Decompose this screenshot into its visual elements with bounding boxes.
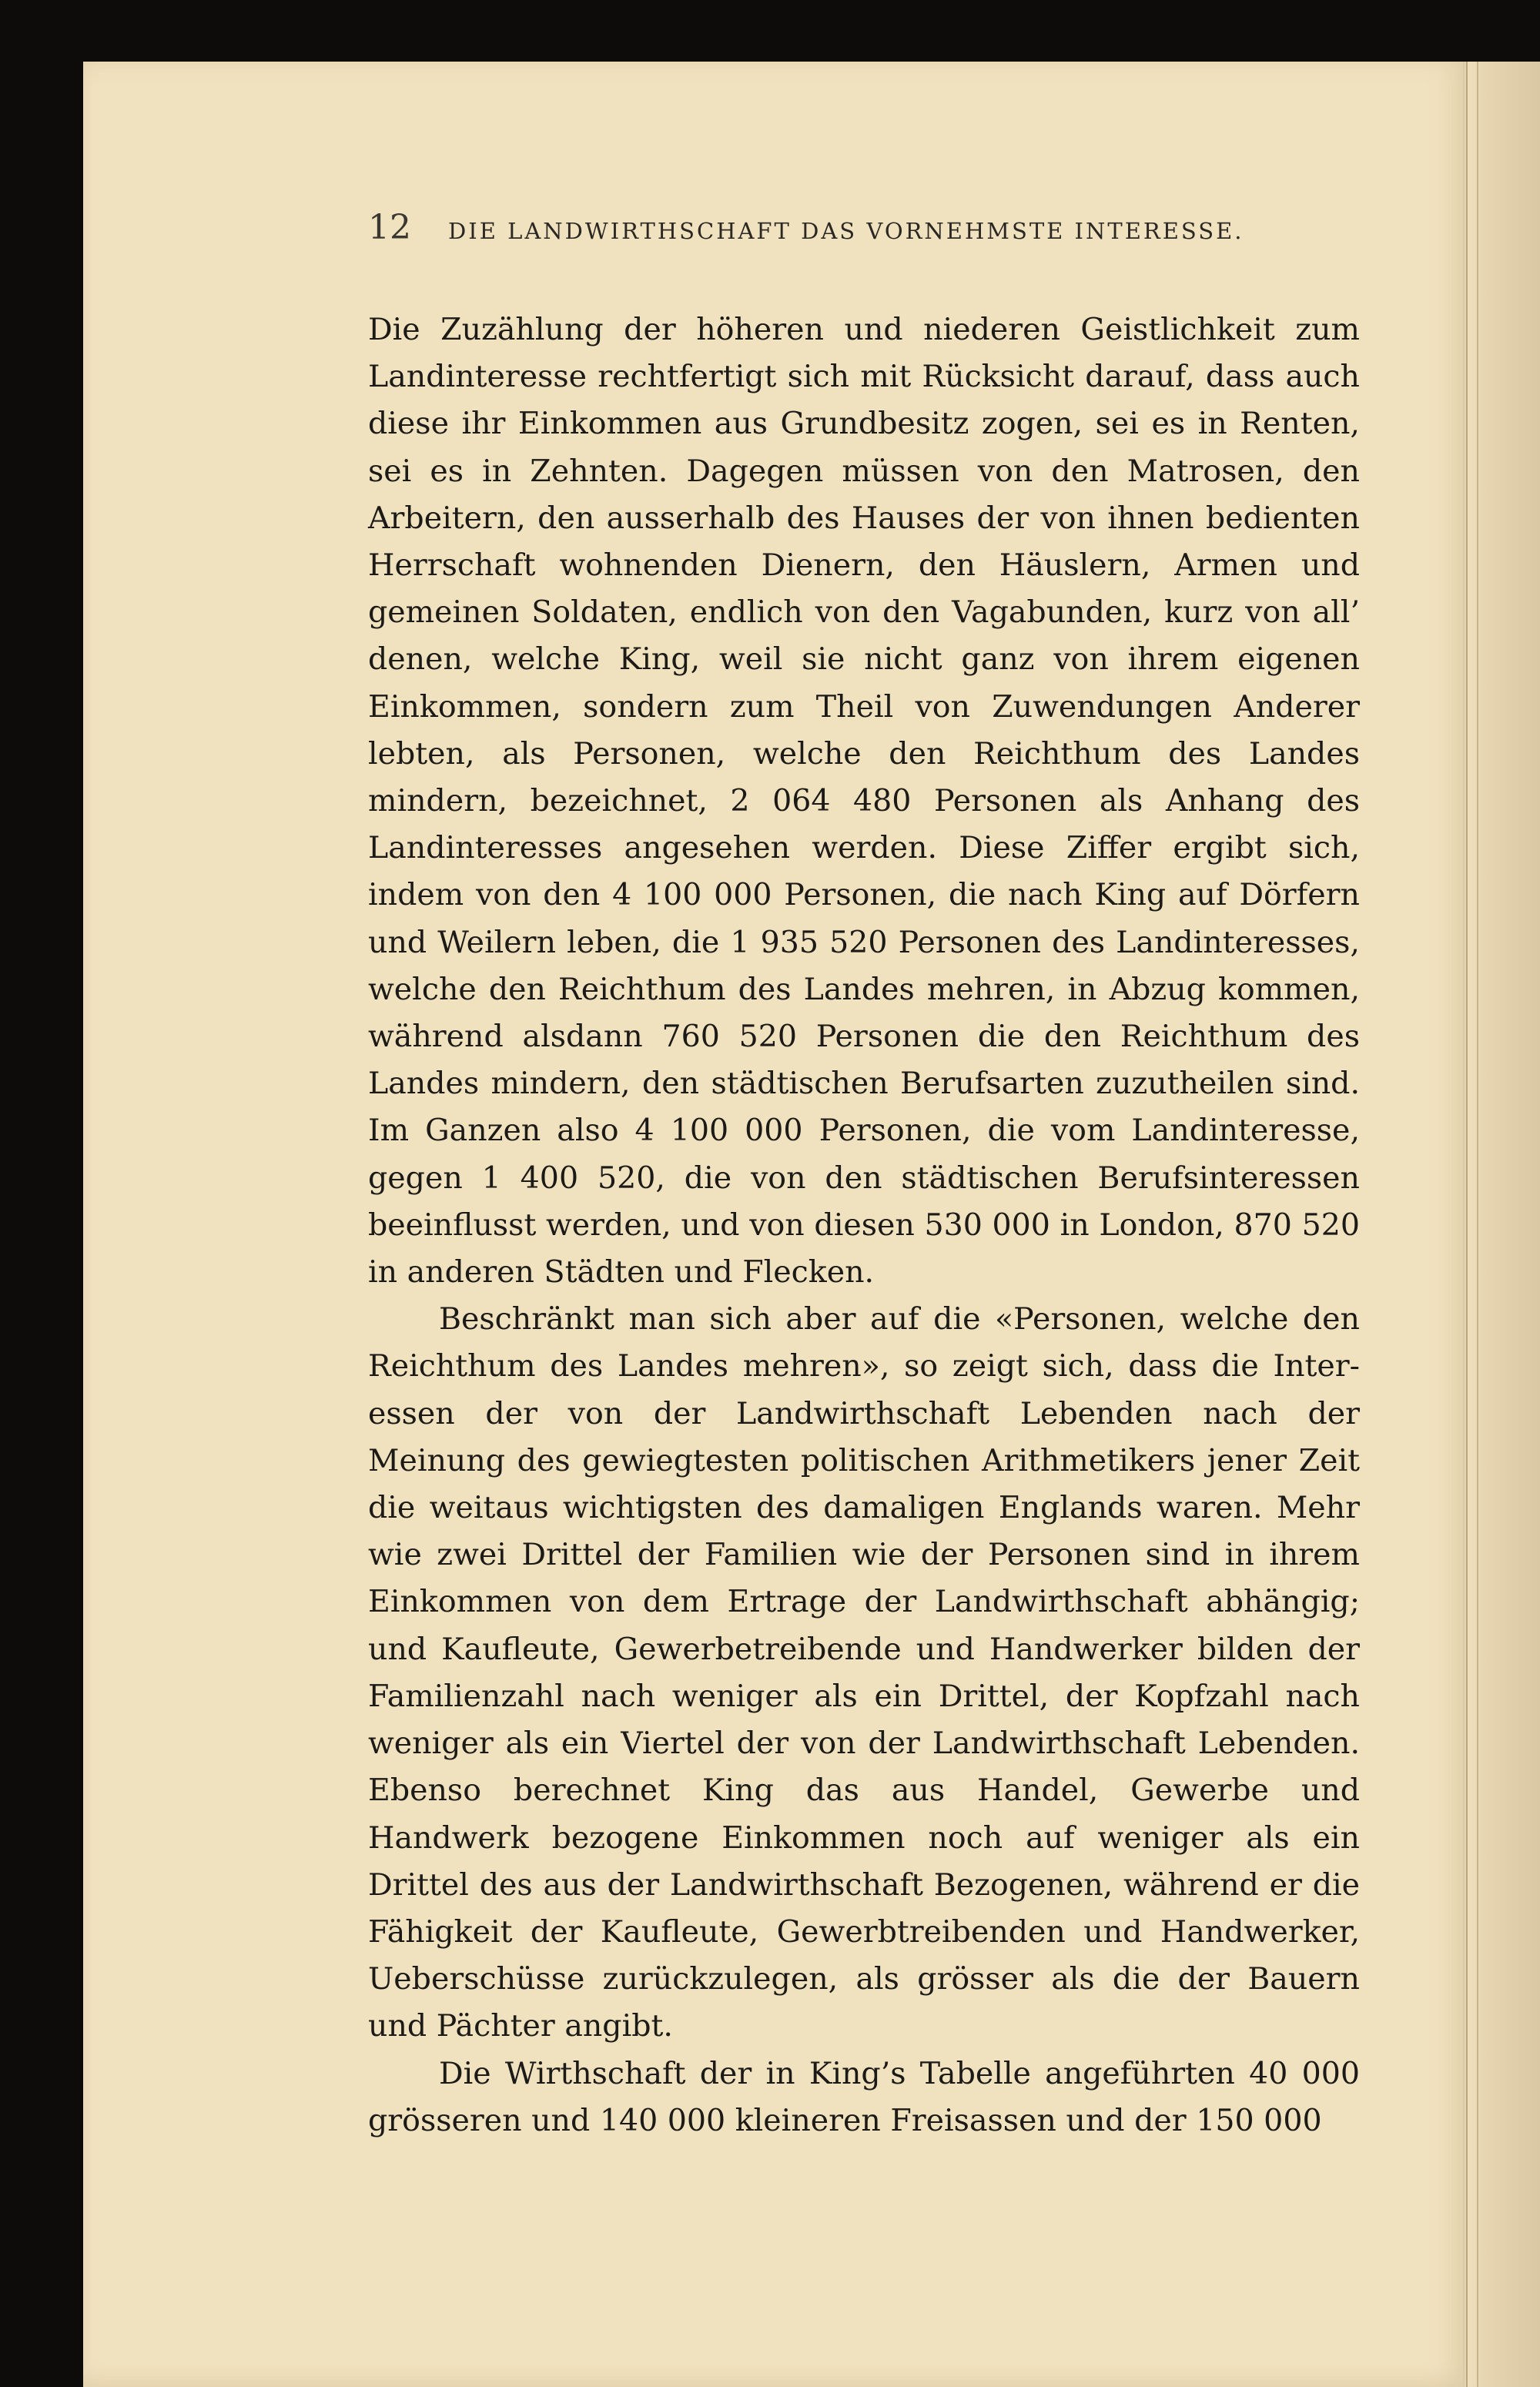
running-title: DIE LANDWIRTHSCHAFT DAS VORNEHMSTE INTERESSE. xyxy=(448,218,1244,244)
page-number: 12 xyxy=(368,208,411,247)
page-content xyxy=(368,208,1360,2144)
page-header xyxy=(368,208,1360,254)
body-text xyxy=(368,306,1360,2144)
paragraph: Die Zuzählung der höheren und niederen Geistlichkeit zum Landinteresse rechtfertigt sich mit Rücksicht darauf, dass auch diese ihr Einkommen aus Grundbesitz zogen, sei es in Renten, sei es in Zehnten. Dagegen müssen von den Matrosen, den Arbeitern, den ausserhalb des Hauses der von ihnen bedienten Herrschaft wohnenden Dienern, den Häuslern, Armen und gemeinen Soldaten, endlich von den Vagabunden, kurz von all’ denen, welche King, weil sie nicht ganz von ihrem eigenen Einkommen, sondern zum Theil von Zuwendungen Anderer lebten, als Personen, welche den Reichthum des Landes mindern, bezeichnet, 2 064 480 Personen als Anhang des Landinteresses angesehen werden. Diese Ziffer ergibt sich, indem von den 4 100 000 Personen, die nach King auf Dörfern und Weilern leben, die 1 935 520 Personen des Landinteresses, welche den Reichthum des Landes mehren, in Abzug kommen, während alsdann 760 520 Personen die den Reichthum des Landes mindern, den städtischen Berufsarten zuzutheilen sind. Im Ganzen also 4 100 000 Personen, die vom Landinteresse, gegen 1 400 520, die von den städtischen Berufsinteressen beeinflusst werden, und von diesen 530 000 in London, 870 520 in anderen Städten und Flecken. xyxy=(368,312,1360,1291)
page-edge xyxy=(1463,62,1540,2387)
page-edge-line xyxy=(1466,62,1468,2387)
paragraph: Die Wirthschaft der in King’s Tabelle angeführten 40 000 grösseren und 140 000 kleineren Freisassen und der 150 000 xyxy=(368,2055,1360,2138)
page-edge-line xyxy=(1477,62,1478,2387)
paragraph: Beschränkt man sich aber auf die «Personen, welche den Reichthum des Landes mehren», so zeigt sich, dass die Interessen der von der Landwirthschaft Lebenden nach der Meinung des gewiegtesten politischen Arithmetikers jener Zeit die weitaus wichtigsten des damaligen Englands waren. Mehr wie zwei Drittel der Familien wie der Personen sind in ihrem Einkommen von dem Ertrage der Landwirthschaft abhängig; und Kaufleute, Gewerbetreibende und Handwerker bilden der Familienzahl nach weniger als ein Drittel, der Kopfzahl nach weniger als ein Viertel der von der Landwirthschaft Lebenden. Ebenso berechnet King das aus Handel, Gewerbe und Handwerk bezogene Einkommen noch auf weniger als ein Drittel des aus der Landwirthschaft Bezogenen, während er die Fähigkeit der Kaufleute, Gewerbtreibenden und Handwerker, Ueberschüsse zurückzulegen, als grösser als die der Bauern und Pächter angibt. xyxy=(368,1301,1360,2044)
